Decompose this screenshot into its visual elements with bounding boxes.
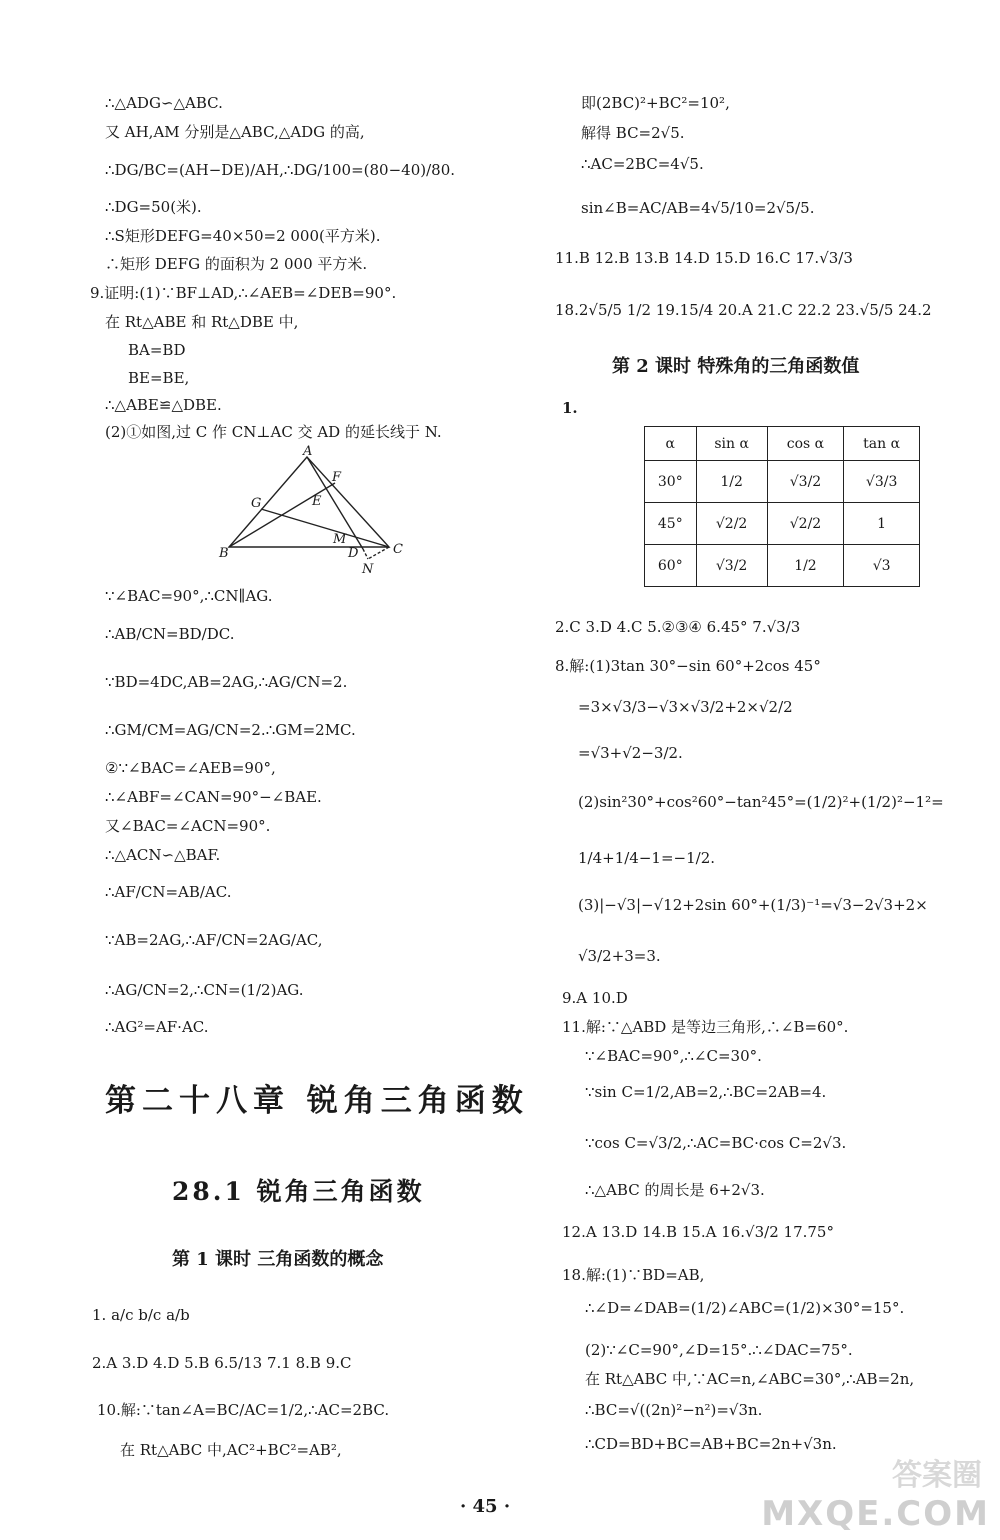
left-text-line: ∴GM/CM=AG/CN=2.∴GM=2MC. <box>105 721 356 739</box>
table-cell: √2/2 <box>696 503 767 545</box>
table-header-cell: sin α <box>696 427 767 461</box>
left-text-line: ∴△ABE≌△DBE. <box>105 396 222 414</box>
table-cell: √3/2 <box>696 545 767 587</box>
label-f: F <box>332 470 342 485</box>
right-lower-text-line: 18.解:(1)∵BD=AB, <box>562 1266 705 1284</box>
right-lower-text-line: √3/2+3=3. <box>578 947 661 965</box>
right-text-line: sin∠B=AC/AB=4√5/10=2√5/5. <box>581 199 815 217</box>
left-text-line: ∴S矩形DEFG=40×50=2 000(平方米). <box>105 227 381 245</box>
label-n: N <box>362 562 374 575</box>
right-lower-text-line: 12.A 13.D 14.B 15.A 16.√3/2 17.75° <box>562 1223 834 1241</box>
table-header-cell: α <box>645 427 697 461</box>
label-e: E <box>312 494 322 509</box>
left-text-line: ∴AG²=AF·AC. <box>105 1018 209 1036</box>
table-header-cell: cos α <box>767 427 844 461</box>
table-cell: 45° <box>645 503 697 545</box>
left-text-line: ∴AF/CN=AB/AC. <box>105 883 232 901</box>
left-text-line: 9.证明:(1)∵BF⊥AD,∴∠AEB=∠DEB=90°. <box>90 284 397 302</box>
table-cell: √3/3 <box>844 461 920 503</box>
right-lower-text-line: ∴∠D=∠DAB=(1/2)∠ABC=(1/2)×30°=15°. <box>585 1299 905 1317</box>
right-lower-text-line: 9.A 10.D <box>562 989 628 1007</box>
label-m: M <box>333 532 347 547</box>
left-text-line: BA=BD <box>128 341 186 359</box>
right-lower-text-line: 在 Rt△ABC 中,∵AC=n,∠ABC=30°,∴AB=2n, <box>585 1370 915 1388</box>
label-d: D <box>348 546 359 561</box>
left-text-line: ∴矩形 DEFG 的面积为 2 000 平方米. <box>105 255 368 273</box>
left-bottom-text-line: 在 Rt△ABC 中,AC²+BC²=AB², <box>120 1441 342 1459</box>
right-lower-text-line: 8.解:(1)3tan 30°−sin 60°+2cos 45° <box>555 657 821 675</box>
right-text-line: 即(2BC)²+BC²=10², <box>581 94 730 112</box>
left-text-line: BE=BE, <box>128 369 190 387</box>
left-text-line: ∴AB/CN=BD/DC. <box>105 625 235 643</box>
right-lower-text-line: (2)∵∠C=90°,∠D=15°.∴∠DAC=75°. <box>585 1341 853 1359</box>
right-text-line: ∴AC=2BC=4√5. <box>581 155 704 173</box>
table-header-row <box>645 427 920 461</box>
lesson2-title: 第 2 课时 特殊角的三角函数值 <box>612 356 860 377</box>
right-lower-text-line: =√3+√2−3/2. <box>578 744 683 762</box>
table-cell: 1/2 <box>696 461 767 503</box>
right-lower-text-line: ∵∠BAC=90°,∴∠C=30°. <box>585 1047 762 1065</box>
left-text-line: ②∵∠BAC=∠AEB=90°, <box>105 759 276 777</box>
segment-gc <box>261 509 389 547</box>
left-text-line: ∴DG=50(米). <box>105 198 202 216</box>
table-cell: √3 <box>844 545 920 587</box>
label-b: B <box>219 546 229 561</box>
left-text-line: ∴AG/CN=2,∴CN=(1/2)AG. <box>105 981 304 999</box>
left-text-line: ∵AB=2AG,∴AF/CN=2AG/AC, <box>105 931 323 949</box>
chapter-title: 第二十八章 锐角三角函数 <box>105 1083 529 1119</box>
left-text-line: 又 AH,AM 分别是△ABC,△ADG 的高, <box>105 123 365 141</box>
trig-value-table <box>644 426 920 587</box>
left-text-line: 在 Rt△ABE 和 Rt△DBE 中, <box>105 313 299 331</box>
label-a: A <box>303 445 313 459</box>
right-text-line: 11.B 12.B 13.B 14.D 15.D 16.C 17.√3/3 <box>555 249 853 267</box>
table-row <box>645 461 920 503</box>
right-lower-text-line: ∵sin C=1/2,AB=2,∴BC=2AB=4. <box>585 1083 827 1101</box>
left-text-line: ∴DG/BC=(AH−DE)/AH,∴DG/100=(80−40)/80. <box>105 161 456 179</box>
table-cell: 1 <box>844 503 920 545</box>
right-lower-text-line: ∴BC=√((2n)²−n²)=√3n. <box>585 1401 763 1419</box>
left-text-line: ∵BD=4DC,AB=2AG,∴AG/CN=2. <box>105 673 348 691</box>
left-text-line: 又∠BAC=∠ACN=90°. <box>105 817 271 835</box>
lesson1-title: 第 1 课时 三角函数的概念 <box>172 1249 384 1270</box>
right-text-line: 18.2√5/5 1/2 19.15/4 20.A 21.C 22.2 23.√5/5 24.2 <box>555 301 932 319</box>
right-lower-text-line: 11.解:∵△ABD 是等边三角形,∴∠B=60°. <box>562 1018 849 1036</box>
watermark-text: MXQE.COM <box>761 1494 990 1534</box>
segment-cn <box>368 547 389 559</box>
right-lower-text-line: 2.C 3.D 4.C 5.②③④ 6.45° 7.√3/3 <box>555 618 801 636</box>
left-text-line: ∴△ADG∽△ABC. <box>105 94 223 112</box>
right-lower-text-line: (3)|−√3|−√12+2sin 60°+(1/3)⁻¹=√3−2√3+2× <box>578 896 928 914</box>
left-bottom-text-line: 2.A 3.D 4.D 5.B 6.5/13 7.1 8.B 9.C <box>92 1354 352 1372</box>
label-c: C <box>393 542 403 557</box>
page-number: · 45 · <box>460 1496 511 1517</box>
table-header-cell: tan α <box>844 427 920 461</box>
section-title: 28.1 锐角三角函数 <box>172 1177 425 1206</box>
right-lower-text-line: (2)sin²30°+cos²60°−tan²45°=(1/2)²+(1/2)²−1²= <box>578 793 944 811</box>
table-cell: √2/2 <box>767 503 844 545</box>
left-text-line: ∵∠BAC=90°,∴CN∥AG. <box>105 587 273 605</box>
left-bottom-text-line: 1. a/c b/c a/b <box>92 1306 190 1324</box>
watermark-mark: 答案圈 <box>892 1458 982 1493</box>
table-cell: 30° <box>645 461 697 503</box>
q1-label: 1. <box>562 399 578 417</box>
right-lower-text-line: ∵cos C=√3/2,∴AC=BC·cos C=2√3. <box>585 1134 847 1152</box>
table-cell: √3/2 <box>767 461 844 503</box>
table-cell: 60° <box>645 545 697 587</box>
right-lower-text-line: =3×√3/3−√3×√3/2+2×√2/2 <box>578 698 793 716</box>
right-lower-text-line: ∴△ABC 的周长是 6+2√3. <box>585 1181 765 1199</box>
label-g: G <box>251 496 262 511</box>
right-lower-text-line: 1/4+1/4−1=−1/2. <box>578 849 716 867</box>
table-row <box>645 503 920 545</box>
table-row <box>645 545 920 587</box>
left-text-line: ∴△ACN∽△BAF. <box>105 846 221 864</box>
left-bottom-text-line: 10.解:∵tan∠A=BC/AC=1/2,∴AC=2BC. <box>97 1401 390 1419</box>
table-cell: 1/2 <box>767 545 844 587</box>
segment-dn <box>363 549 368 559</box>
left-text-line: (2)①如图,过 C 作 CN⊥AC 交 AD 的延长线于 N. <box>105 423 442 441</box>
triangle-figure <box>215 445 415 575</box>
right-text-line: 解得 BC=2√5. <box>581 124 685 142</box>
left-text-line: ∴∠ABF=∠CAN=90°−∠BAE. <box>105 788 322 806</box>
right-lower-text-line: ∴CD=BD+BC=AB+BC=2n+√3n. <box>585 1435 837 1453</box>
